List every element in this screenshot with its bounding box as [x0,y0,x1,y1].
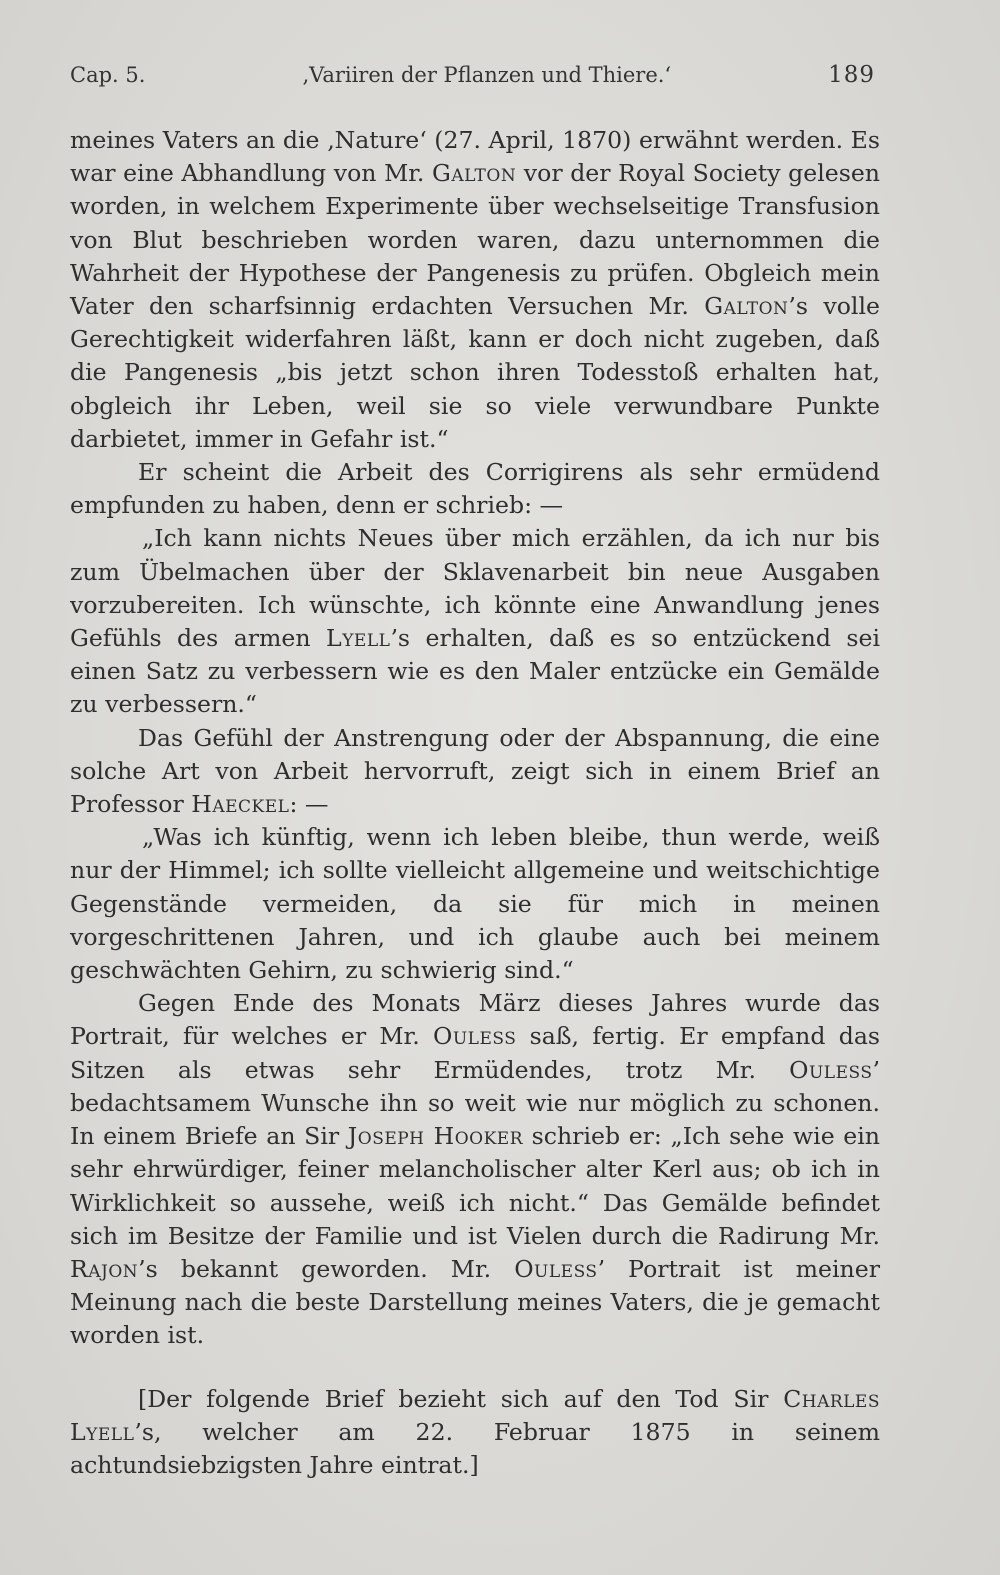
paragraph-gap [70,1353,880,1383]
name-joseph-hooker: Joseph Hooker [347,1122,524,1151]
page-number: 189 [828,62,875,88]
name-haeckel: Haeckel [191,790,290,819]
name-ouless: Ouless [433,1022,517,1051]
body-text [70,124,880,1482]
quote-paragraph: „Ich kann nichts Neues über mich erzählen, da ich nur bis zum Übelmachen über der Sklavenarbeit bin neue Ausgaben vorzubereiten. Ich wünschte, ich könnte eine Anwandlung jenes Gefühls des armen Lyell’s erhalten, daß es so entzückend sei einen Satz zu verbessern wie es den Maler entzücke ein Gemälde zu verbessern.“ [70,524,881,719]
paragraph: Das Gefühl der Anstrengung oder der Abspannung, die eine solche Art von Arbeit hervorruft, zeigt sich in einem Brief an Professor Haeckel: — [70,723,880,819]
name-ouless: Ouless [789,1055,873,1084]
paragraph: Gegen Ende des Monats März dieses Jahres wurde das Portrait, für welches er Mr. Ouless saß, fertig. Er empfand das Sitzen als etwas sehr Ermüdendes, trotz Mr. Ouless’ bedachtsamem Wunsche ihn so weit wie nur möglich zu schonen. In einem Briefe an Sir Joseph Hooker schrieb er: „Ich sehe wie ein sehr ehrwürdiger, feiner melancholischer alter Kerl aus; ob ich in Wirklichkeit so aussehe, weiß ich nicht.“ Das Gemälde befindet sich im Besitze der Familie und ist Vielen durch die Radirung Mr. Rajon’s bekannt geworden. Mr. Ouless’ Portrait ist meiner Meinung nach die beste Darstellung meines Vaters, die je gemacht worden ist. [70,989,881,1350]
running-title: ‚Variiren der Pflanzen und Thiere.‘ [302,63,672,87]
bracketed-note: [Der folgende Brief bezieht sich auf den Tod Sir Charles Lyell’s, welcher am 22. Februar 1875 in seinem achtundsiebzigsten Jahre eintrat.] [70,1384,880,1479]
paragraph-continuation: meines Vaters an die ‚Nature‘ (27. April, 1870) erwähnt werden. Es war eine Abhandlung von Mr. Galton vor der Royal Society gelesen worden, in welchem Experimente über wechselseitige Transfusion von Blut beschrieben worden waren, dazu unternommen die Wahrheit der Hypothese der Pangenesis zu prüfen. Obgleich mein Vater den scharfsinnig erdachten Versuchen Mr. Galton’s volle Gerechtigkeit widerfahren läßt, kann er doch nicht zugeben, daß die Pangenesis „bis jetzt schon ihren Todesstoß erhalten hat, obgleich ihr Leben, weil sie so viele verwundbare Punkte darbietet, immer in Gefahr ist.“ [70,126,880,453]
paragraph: Er scheint die Arbeit des Corrigirens als sehr ermüdend empfunden zu haben, denn er schrieb: — [70,458,880,520]
running-header [70,62,875,92]
name-rajon: Rajon [70,1254,139,1283]
name-charles-lyell: Charles Lyell [70,1384,880,1446]
chapter-label: Cap. 5. [70,63,146,87]
quote-paragraph: „Was ich künftig, wenn ich leben bleibe, thun werde, weiß nur der Himmel; ich sollte vielleicht allgemeine und weitschichtige Gegenstände vermeiden, da sie für mich in meinen vorgeschrittenen Jahren, und ich glaube auch bei meinem geschwächten Gehirn, zu schwierig sind.“ [70,823,880,985]
name-lyell: Lyell [326,624,391,653]
name-galton: Galton [704,292,789,321]
name-galton: Galton [432,159,517,188]
name-ouless: Ouless [514,1254,598,1283]
